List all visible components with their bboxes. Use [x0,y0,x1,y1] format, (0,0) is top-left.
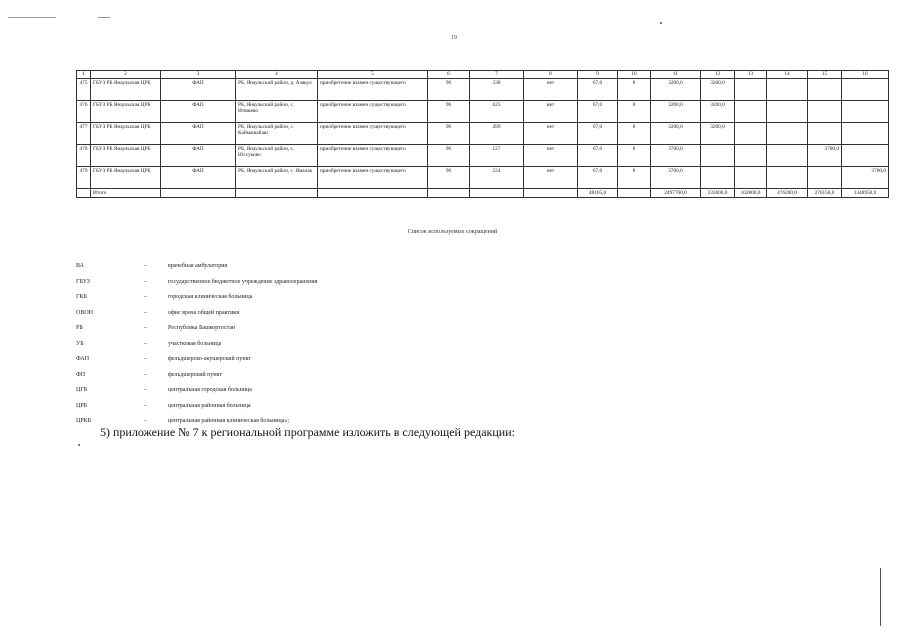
column-header: 5 [318,71,428,79]
column-header: 16 [842,71,889,79]
abbreviation-term: ОВОП [76,309,94,316]
table-cell-c6: 96 [428,79,470,101]
table-cell-action: приобретение взамен существующего [318,123,428,145]
table-cell-address: РБ, Янаульский район, с. Каймашабаш [236,123,318,145]
table-cell-c11: 3200,0 [651,79,701,101]
abbreviation-dash: – [144,263,147,269]
table-cell-c11: 3700,0 [651,145,701,167]
table-cell-org: ГБУЗ РБ Янаульская ЦРБ [91,101,161,123]
abbreviation-dash: – [144,418,147,424]
table-cell-c14 [767,101,808,123]
table-cell-action: приобретение взамен существующего [318,79,428,101]
total-cell-empty [428,189,470,198]
table-cell-address: РБ, Янаульский район, д. Азякул [236,79,318,101]
table-row [77,123,889,145]
column-header: 7 [470,71,524,79]
abbreviation-dash: – [144,371,147,378]
column-header: 13 [735,71,767,79]
table-cell-c9: 67,0 [578,123,618,145]
table-cell-c13 [735,145,767,167]
table-cell-c15: 3700,0 [808,145,842,167]
table-cell-c13 [735,79,767,101]
table-row [77,101,889,123]
table-header-row [77,71,889,79]
table-cell-num: 478 [77,145,91,167]
abbreviation-definition: участковая больница [168,340,222,347]
table-cell-c9: 67,0 [578,167,618,189]
table-cell-org: ГБУЗ РБ Янаульская ЦРБ [91,123,161,145]
table-cell-c14 [767,145,808,167]
abbreviation-term: ВА [76,263,84,269]
table-cell-c8: нет [524,145,578,167]
table-cell-c16 [842,79,889,101]
abbreviation-dash: – [144,309,147,316]
abbreviation-definition: фельдшерский пункт [168,371,222,378]
abbreviation-dash: – [144,356,147,362]
abbreviation-term: ФП [76,371,86,378]
table-cell-c16 [842,123,889,145]
table-cell-action: приобретение взамен существующего [318,167,428,189]
table-cell-c13 [735,167,767,189]
total-cell-empty [236,189,318,198]
table-cell-c6: 96 [428,167,470,189]
total-cell-empty [77,189,91,198]
table-cell-c7: 499 [470,123,524,145]
table-cell-c6: 96 [428,123,470,145]
scan-artifact [660,22,662,24]
table-cell-address: РБ, Янаульский район, с. Юссуково [236,145,318,167]
table-cell-c10: 8 [618,101,651,123]
column-header: 4 [236,71,318,79]
abbreviation-dash: – [144,325,147,331]
scan-artifact [880,568,881,626]
table-cell-org: ГБУЗ РБ Янаульская ЦРБ [91,79,161,101]
table-cell-c9: 67,0 [578,145,618,167]
scan-artifact [8,17,56,18]
table-cell-c10: 8 [618,167,651,189]
abbreviation-term: РБ [76,325,83,331]
table-cell-address: РБ, Янаульский район, с. Итяшево [236,101,318,123]
table-cell-c8: нет [524,101,578,123]
table-cell-type: ФАП [161,123,236,145]
table-cell-c6: 96 [428,145,470,167]
scan-artifact [78,444,80,446]
column-header: 12 [701,71,735,79]
total-cell-c11: 2497700,0 [651,189,701,198]
abbreviation-definition: фельдшерско-акушерский пункт [168,356,252,362]
column-header: 1 [77,71,91,79]
total-cell-c9: 48165,0 [578,189,618,198]
table-cell-c8: нет [524,79,578,101]
abbreviation-definition: центральная районная клиническая больница»; [168,418,290,424]
table-cell-action: приобретение взамен существующего [318,101,428,123]
column-header: 6 [428,71,470,79]
abbreviation-definition: государственное бюджетное учреждение здравоохранения [168,278,318,285]
total-cell-c16: 1348950,0 [842,189,889,198]
abbreviation-dash: – [144,402,147,409]
data-table [76,70,889,198]
column-header: 2 [91,71,161,79]
total-cell-label: Итого [91,189,161,198]
abbreviations-title: Список используемых сокращений [407,229,498,235]
total-cell-empty [161,189,236,198]
table-cell-c14 [767,123,808,145]
table-cell-c15 [808,167,842,189]
table-cell-c11: 3200,0 [651,101,701,123]
page-number: 19 [451,35,457,41]
table-cell-c8: нет [524,123,578,145]
abbreviation-dash: – [144,340,147,347]
column-header: 8 [524,71,578,79]
column-header: 11 [651,71,701,79]
table-row [77,167,889,189]
abbreviation-term: ФАП [76,356,90,362]
total-cell-empty [318,189,428,198]
abbreviation-definition: врачебная амбулатория [168,263,228,269]
table-cell-c12: 3200,0 [701,123,735,145]
table-cell-c10: 8 [618,145,651,167]
abbreviation-definition: городская клиническая больница [168,294,253,300]
table-cell-c12 [701,145,735,167]
table-cell-org: ГБУЗ РБ Янаульская ЦРБ [91,167,161,189]
table-cell-c15 [808,79,842,101]
table-cell-c15 [808,123,842,145]
table-cell-type: ФАП [161,167,236,189]
table-cell-c13 [735,123,767,145]
table-row [77,79,889,101]
table-cell-c14 [767,79,808,101]
table-cell-c10: 8 [618,79,651,101]
table-cell-c6: 96 [428,101,470,123]
abbreviation-definition: Республика Башкортостан [168,325,236,331]
abbreviation-definition: офис врача общей практики [168,309,240,316]
table-cell-c16 [842,145,889,167]
column-header: 9 [578,71,618,79]
table-cell-c9: 67,0 [578,101,618,123]
table-cell-c14 [767,167,808,189]
table-cell-type: ФАП [161,145,236,167]
table-cell-c8: нет [524,167,578,189]
total-cell-empty [524,189,578,198]
table-cell-c10: 8 [618,123,651,145]
table-cell-c7: 224 [470,167,524,189]
table-cell-num: 475 [77,79,91,101]
abbreviation-definition: центральная районная больница [168,402,251,409]
table-cell-c9: 67,0 [578,79,618,101]
table-cell-c7: 625 [470,101,524,123]
abbreviation-term: ЦРКБ [76,418,92,424]
abbreviation-dash: – [144,294,147,300]
column-header: 3 [161,71,236,79]
table-cell-num: 477 [77,123,91,145]
table-cell-c7: 127 [470,145,524,167]
table-cell-c7: 338 [470,79,524,101]
amendment-paragraph: 5) приложение № 7 к региональной программе изложить в следующей редакции: [100,425,515,439]
abbreviation-definition: центральная городская больница [168,387,252,393]
table-cell-c12: 3200,0 [701,101,735,123]
abbreviation-term: ЦРБ [76,402,88,409]
table-cell-c11: 3700,0 [651,167,701,189]
table-cell-address: РБ, Янаульский район, с. Ямалак [236,167,318,189]
abbreviation-term: ГКБ [76,294,87,300]
scan-artifact [98,17,110,18]
table-cell-action: приобретение взамен существующего [318,145,428,167]
table-cell-c12: 3200,0 [701,79,735,101]
abbreviation-dash: – [144,278,147,285]
total-cell-empty [470,189,524,198]
table-total-row [77,189,889,198]
table-cell-c11: 3200,0 [651,123,701,145]
table-row [77,145,889,167]
table-cell-c13 [735,101,767,123]
column-header: 10 [618,71,651,79]
table-cell-type: ФАП [161,101,236,123]
table-cell-c16 [842,101,889,123]
total-cell-c12: 233600,0 [701,189,735,198]
total-cell-empty [618,189,651,198]
table-cell-num: 476 [77,101,91,123]
abbreviation-term: ЦГБ [76,387,88,393]
table-cell-c15 [808,101,842,123]
column-header: 15 [808,71,842,79]
total-cell-c13: 162800,0 [735,189,767,198]
table-cell-c12 [701,167,735,189]
table-cell-num: 479 [77,167,91,189]
abbreviation-term: ГБУЗ [76,278,90,285]
total-cell-c15: 276150,0 [808,189,842,198]
table-cell-type: ФАП [161,79,236,101]
table-cell-c16: 3700,0 [842,167,889,189]
column-header: 14 [767,71,808,79]
abbreviation-term: УБ [76,340,84,347]
abbreviation-dash: – [144,387,147,393]
total-cell-c14: 476200,0 [767,189,808,198]
table-cell-org: ГБУЗ РБ Янаульская ЦРБ [91,145,161,167]
